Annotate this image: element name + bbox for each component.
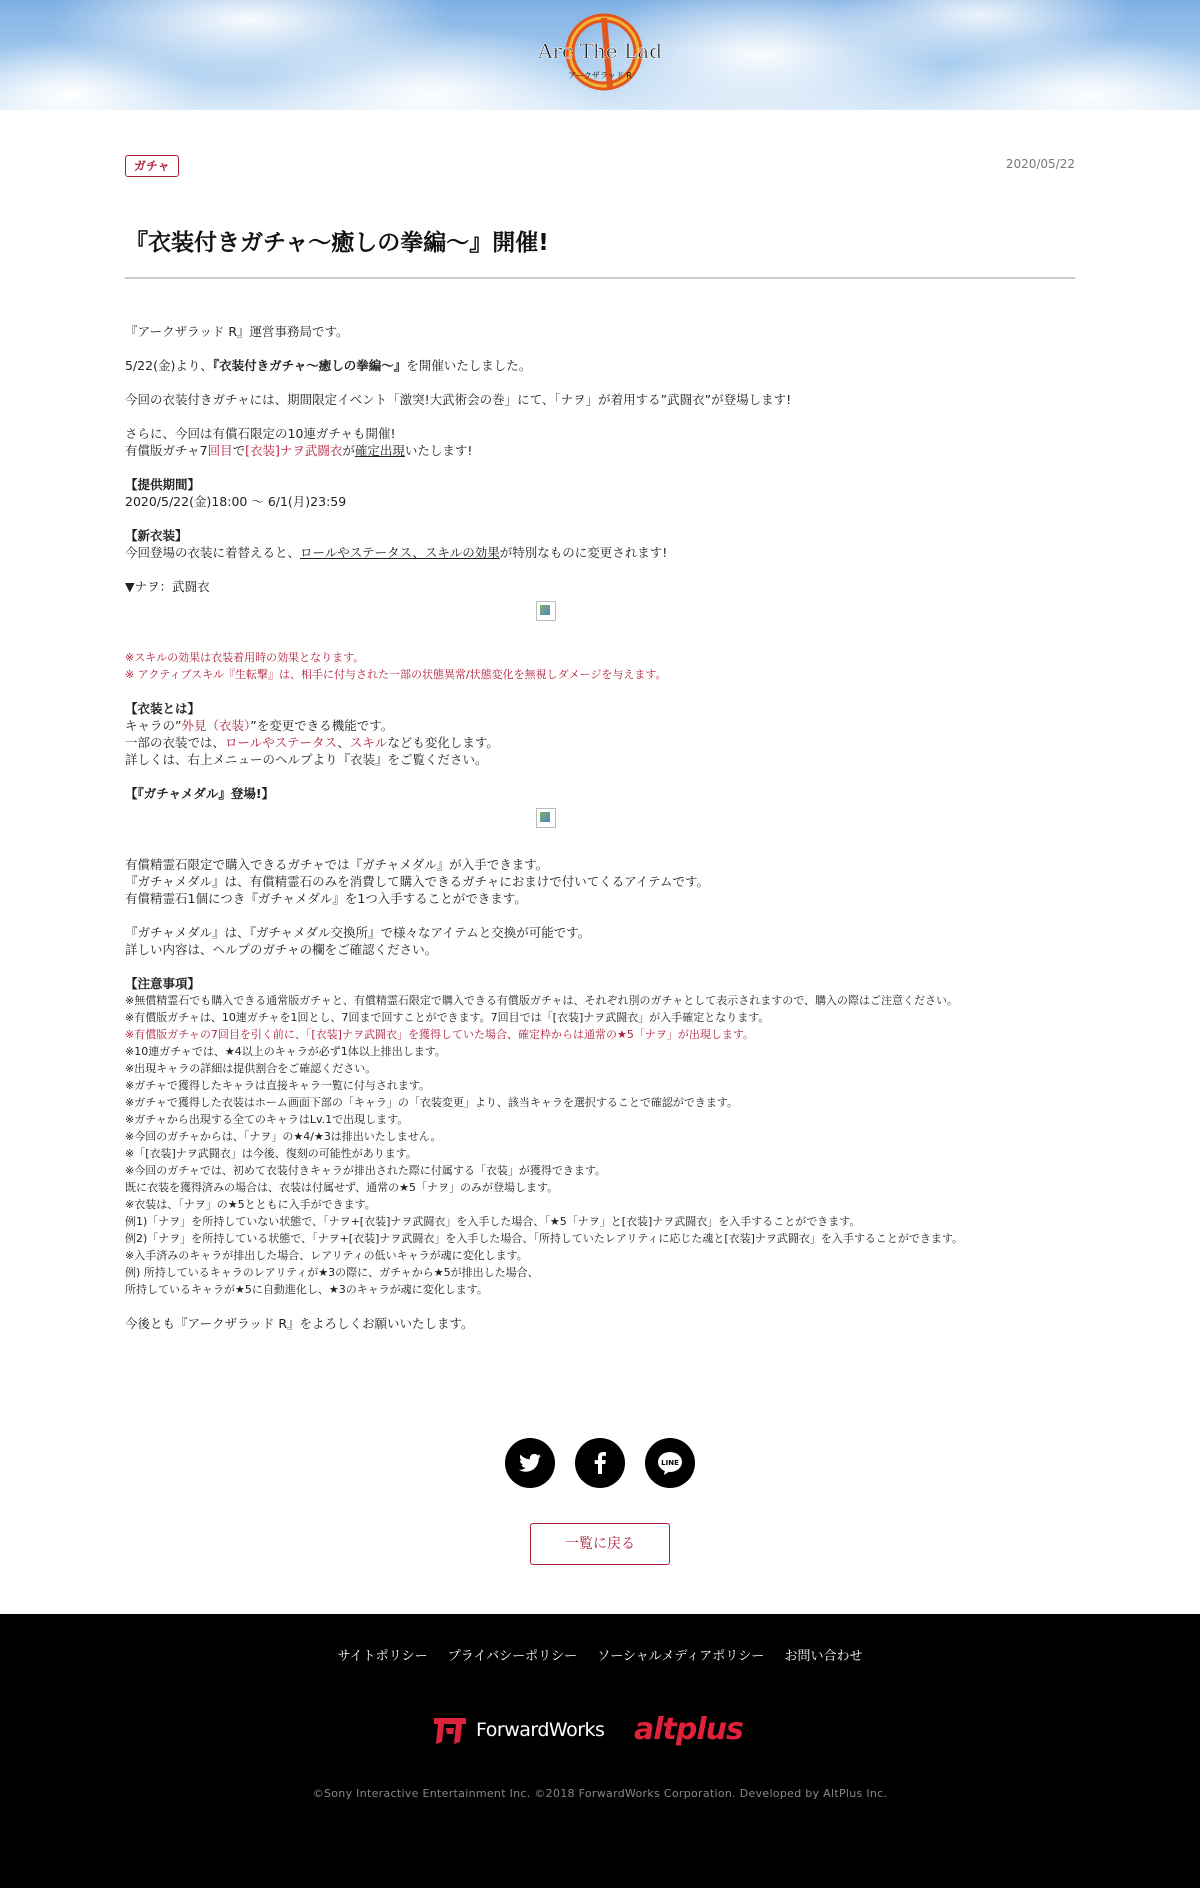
- caution-item: 既に衣装を獲得済みの場合は、衣装は付属せず、通常の★5「ナヲ」のみが登場します。: [125, 1181, 559, 1194]
- text: 有償精霊石限定で購入できるガチャでは『ガチャメダル』が入手できます。: [125, 857, 549, 872]
- active-skill-note: ※ アクティブスキル『生転撃』は、相手に付与された一部の状態異常/状態変化を無視しダメージを与えます。: [125, 668, 667, 681]
- period-section: [125, 476, 1075, 510]
- closing-text: 今後とも『アークザラッド R』をよろしくお願いいたします。: [125, 1316, 474, 1331]
- caution-list: [125, 992, 1075, 1298]
- section-heading: 【『ガチャメダル』登場!】: [125, 786, 275, 801]
- caution-item: ※「[衣装]ナヲ武闘衣」は今後、復刻の可能性があります。: [125, 1147, 417, 1160]
- twitter-icon: [519, 1453, 541, 1473]
- text: さらに、今回は有償石限定の10連ガチャも開催!: [125, 426, 396, 441]
- text: が: [342, 443, 355, 458]
- page-title: 『衣装付きガチャ～癒しの拳編～』開催!: [125, 230, 549, 256]
- text: 、: [337, 735, 350, 750]
- medal-section: [125, 785, 1075, 802]
- text: 詳しくは、右上メニューのヘルプより『衣装』をご覧ください。: [125, 752, 488, 767]
- facebook-share-button[interactable]: [575, 1438, 625, 1488]
- line-label: LINE: [661, 1459, 679, 1467]
- highlight: 回目: [207, 443, 233, 458]
- about-costume-section: [125, 700, 1075, 768]
- caution-item: ※入手済みのキャラが排出した場合、レアリティの低いキャラが魂に変化します。: [125, 1249, 528, 1262]
- text: 詳しい内容は、ヘルプのガチャの欄をご確認ください。: [125, 942, 438, 957]
- text: 『ガチャメダル』は、『ガチャメダル交換所』で様々なアイテムと交換が可能です。: [125, 925, 591, 940]
- caution-item: ※10連ガチャでは、★4以上のキャラが必ず1体以上排出します。: [125, 1045, 446, 1058]
- caution-item: ※ガチャから出現する全てのキャラはLv.1で出現します。: [125, 1113, 409, 1126]
- footer-link-contact[interactable]: お問い合わせ: [784, 1649, 863, 1664]
- caution-item: 例1)「ナヲ」を所持していない状態で、「ナヲ+[衣装]ナヲ武闘衣」を入手した場合、「★5「ナヲ」と[衣装]ナヲ武闘衣」を入手することができます。: [125, 1215, 861, 1228]
- caution-item: 例2)「ナヲ」を所持している状態で、「ナヲ+[衣装]ナヲ武闘衣」を入手した場合、「所持していたレアリティに応じた魂と[衣装]ナヲ武闘衣」を入手することができます。: [125, 1232, 964, 1245]
- caution-item: 例) 所持しているキャラのレアリティが★3の際に、ガチャから★5が排出した場合、: [125, 1266, 539, 1279]
- section-heading: 【注意事項】: [125, 976, 201, 991]
- footer-nav: [0, 1645, 1200, 1664]
- costume-label: ▼ナヲ：武闘衣: [125, 579, 210, 594]
- article-body: [125, 323, 1075, 1349]
- medal-exchange: [125, 924, 1075, 958]
- caution-item: ※有償版ガチャは、10連ガチャを1回とし、7回まで回すことができます。7回目では「[衣装]ナヲ武闘衣」が入手確定となります。: [125, 1011, 770, 1024]
- forwardworks-mark-icon: [432, 1714, 468, 1746]
- title-divider: [125, 277, 1075, 279]
- publish-date: 2020/05/22: [1005, 157, 1075, 171]
- text: が特別なものに変更されます!: [499, 545, 668, 560]
- caution-item: ※有償版ガチャの7回目を引く前に、「[衣装]ナヲ武闘衣」を獲得していた場合、確定枠からは通常の★5「ナヲ」が出現します。: [125, 1028, 754, 1041]
- footer-link-social-media-policy[interactable]: ソーシャルメディアポリシー: [597, 1649, 765, 1664]
- text: 有償精霊石1個につき『ガチャメダル』を1つ入手することができます。: [125, 891, 527, 906]
- costume-image-placeholder: [536, 601, 556, 621]
- arc-the-lad-logo[interactable]: [538, 8, 662, 100]
- text: 一部の衣装では、: [125, 735, 226, 750]
- gacha-name: 『衣装付きガチャ～癒しの拳編～』: [212, 358, 407, 373]
- intro-text: 『アークザラッド R』運営事務局です。: [125, 324, 349, 339]
- medal-image-placeholder: [536, 808, 556, 828]
- caution-item: ※無償精霊石でも購入できる通常版ガチャと、有償精霊石限定で購入できる有償版ガチャは、それぞれ別のガチャとして表示されますので、購入の際はご注意ください。: [125, 994, 959, 1007]
- underlined-text: ロールやステータス、スキルの効果: [300, 545, 500, 560]
- medal-description: [125, 856, 1075, 907]
- back-to-list-button[interactable]: 一覧に戻る: [530, 1523, 670, 1565]
- text: 今回登場の衣装に着替えると、: [125, 545, 301, 560]
- text: 有償版ガチャ7: [125, 443, 208, 458]
- caution-item: ※今回のガチャでは、初めて衣装付きキャラが排出された際に付属する「衣装」が獲得できます。: [125, 1164, 607, 1177]
- text: いたします!: [404, 443, 473, 458]
- underlined-text: 確定出現: [354, 443, 405, 458]
- highlight: [衣装]ナヲ武闘衣: [245, 443, 343, 458]
- header-banner: [0, 0, 1200, 110]
- footer-link-privacy-policy[interactable]: プライバシーポリシー: [447, 1649, 578, 1664]
- caution-item: ※出現キャラの詳細は提供割合をご確認ください。: [125, 1062, 377, 1075]
- section-heading: 【新衣装】: [125, 528, 188, 543]
- open-announcement: [125, 357, 1075, 374]
- skill-note: ※スキルの効果は衣装着用時の効果となります。: [125, 651, 365, 664]
- highlight: ロールやステータス: [225, 735, 338, 750]
- forwardworks-text: ForwardWorks: [476, 1719, 605, 1741]
- highlight: 外見（衣装）: [181, 718, 251, 733]
- text: で: [232, 443, 246, 458]
- line-share-button[interactable]: [645, 1438, 695, 1488]
- period-value: 2020/5/22(金)18:00 ～ 6/1(月)23:59: [125, 494, 347, 509]
- caution-item: ※今回のガチャからは、「ナヲ」の★4/★3は排出いたしません。: [125, 1130, 442, 1143]
- costume-announcement: 今回の衣装付きガチャには、期間限定イベント「激突!大武術会の巻」にて、「ナヲ」が着用する”武闘衣”が登場します!: [125, 392, 792, 407]
- footer: [0, 1614, 1200, 1888]
- highlight: スキル: [349, 735, 388, 750]
- paid-gacha-announcement: [125, 425, 1075, 459]
- line-icon: [657, 1451, 683, 1475]
- logo-text: Arc The Lad: [538, 39, 662, 63]
- category-badge[interactable]: ガチャ: [125, 155, 179, 177]
- text: 5/22(金)より、: [125, 358, 213, 373]
- copyright: ©Sony Interactive Entertainment Inc. ©2018 ForwardWorks Corporation. Developed by AltPlus Inc.: [312, 1787, 888, 1800]
- text: を開催いたしました。: [406, 358, 532, 373]
- new-costume-section: [125, 527, 1075, 561]
- section-heading: 【衣装とは】: [125, 701, 201, 716]
- text: なども変化します。: [387, 735, 499, 750]
- text: キャラの”: [125, 718, 182, 733]
- footer-link-site-policy[interactable]: サイトポリシー: [337, 1649, 428, 1664]
- section-heading: 【提供期間】: [125, 477, 201, 492]
- twitter-share-button[interactable]: [505, 1438, 555, 1488]
- caution-item: ※ガチャで獲得したキャラは直接キャラ一覧に付与されます。: [125, 1079, 431, 1092]
- logo-subtext: アークザラッド R: [568, 71, 632, 80]
- caution-item: 所持しているキャラが★5に自動進化し、★3のキャラが魂に変化します。: [125, 1283, 488, 1296]
- caution-item: ※ガチャで獲得した衣装はホーム画面下部の「キャラ」の「衣装変更」より、該当キャラを選択することで確認ができます。: [125, 1096, 739, 1109]
- forwardworks-logo[interactable]: [432, 1714, 604, 1746]
- altplus-logo[interactable]: altplus: [634, 1712, 743, 1747]
- facebook-icon: [594, 1452, 606, 1474]
- text: 『ガチャメダル』は、有償精霊石のみを消費して購入できるガチャにおまけで付いてくるアイテムです。: [125, 874, 710, 889]
- text: ”を変更できる機能です。: [250, 718, 394, 733]
- caution-item: ※衣装は、「ナヲ」の★5とともに入手ができます。: [125, 1198, 376, 1211]
